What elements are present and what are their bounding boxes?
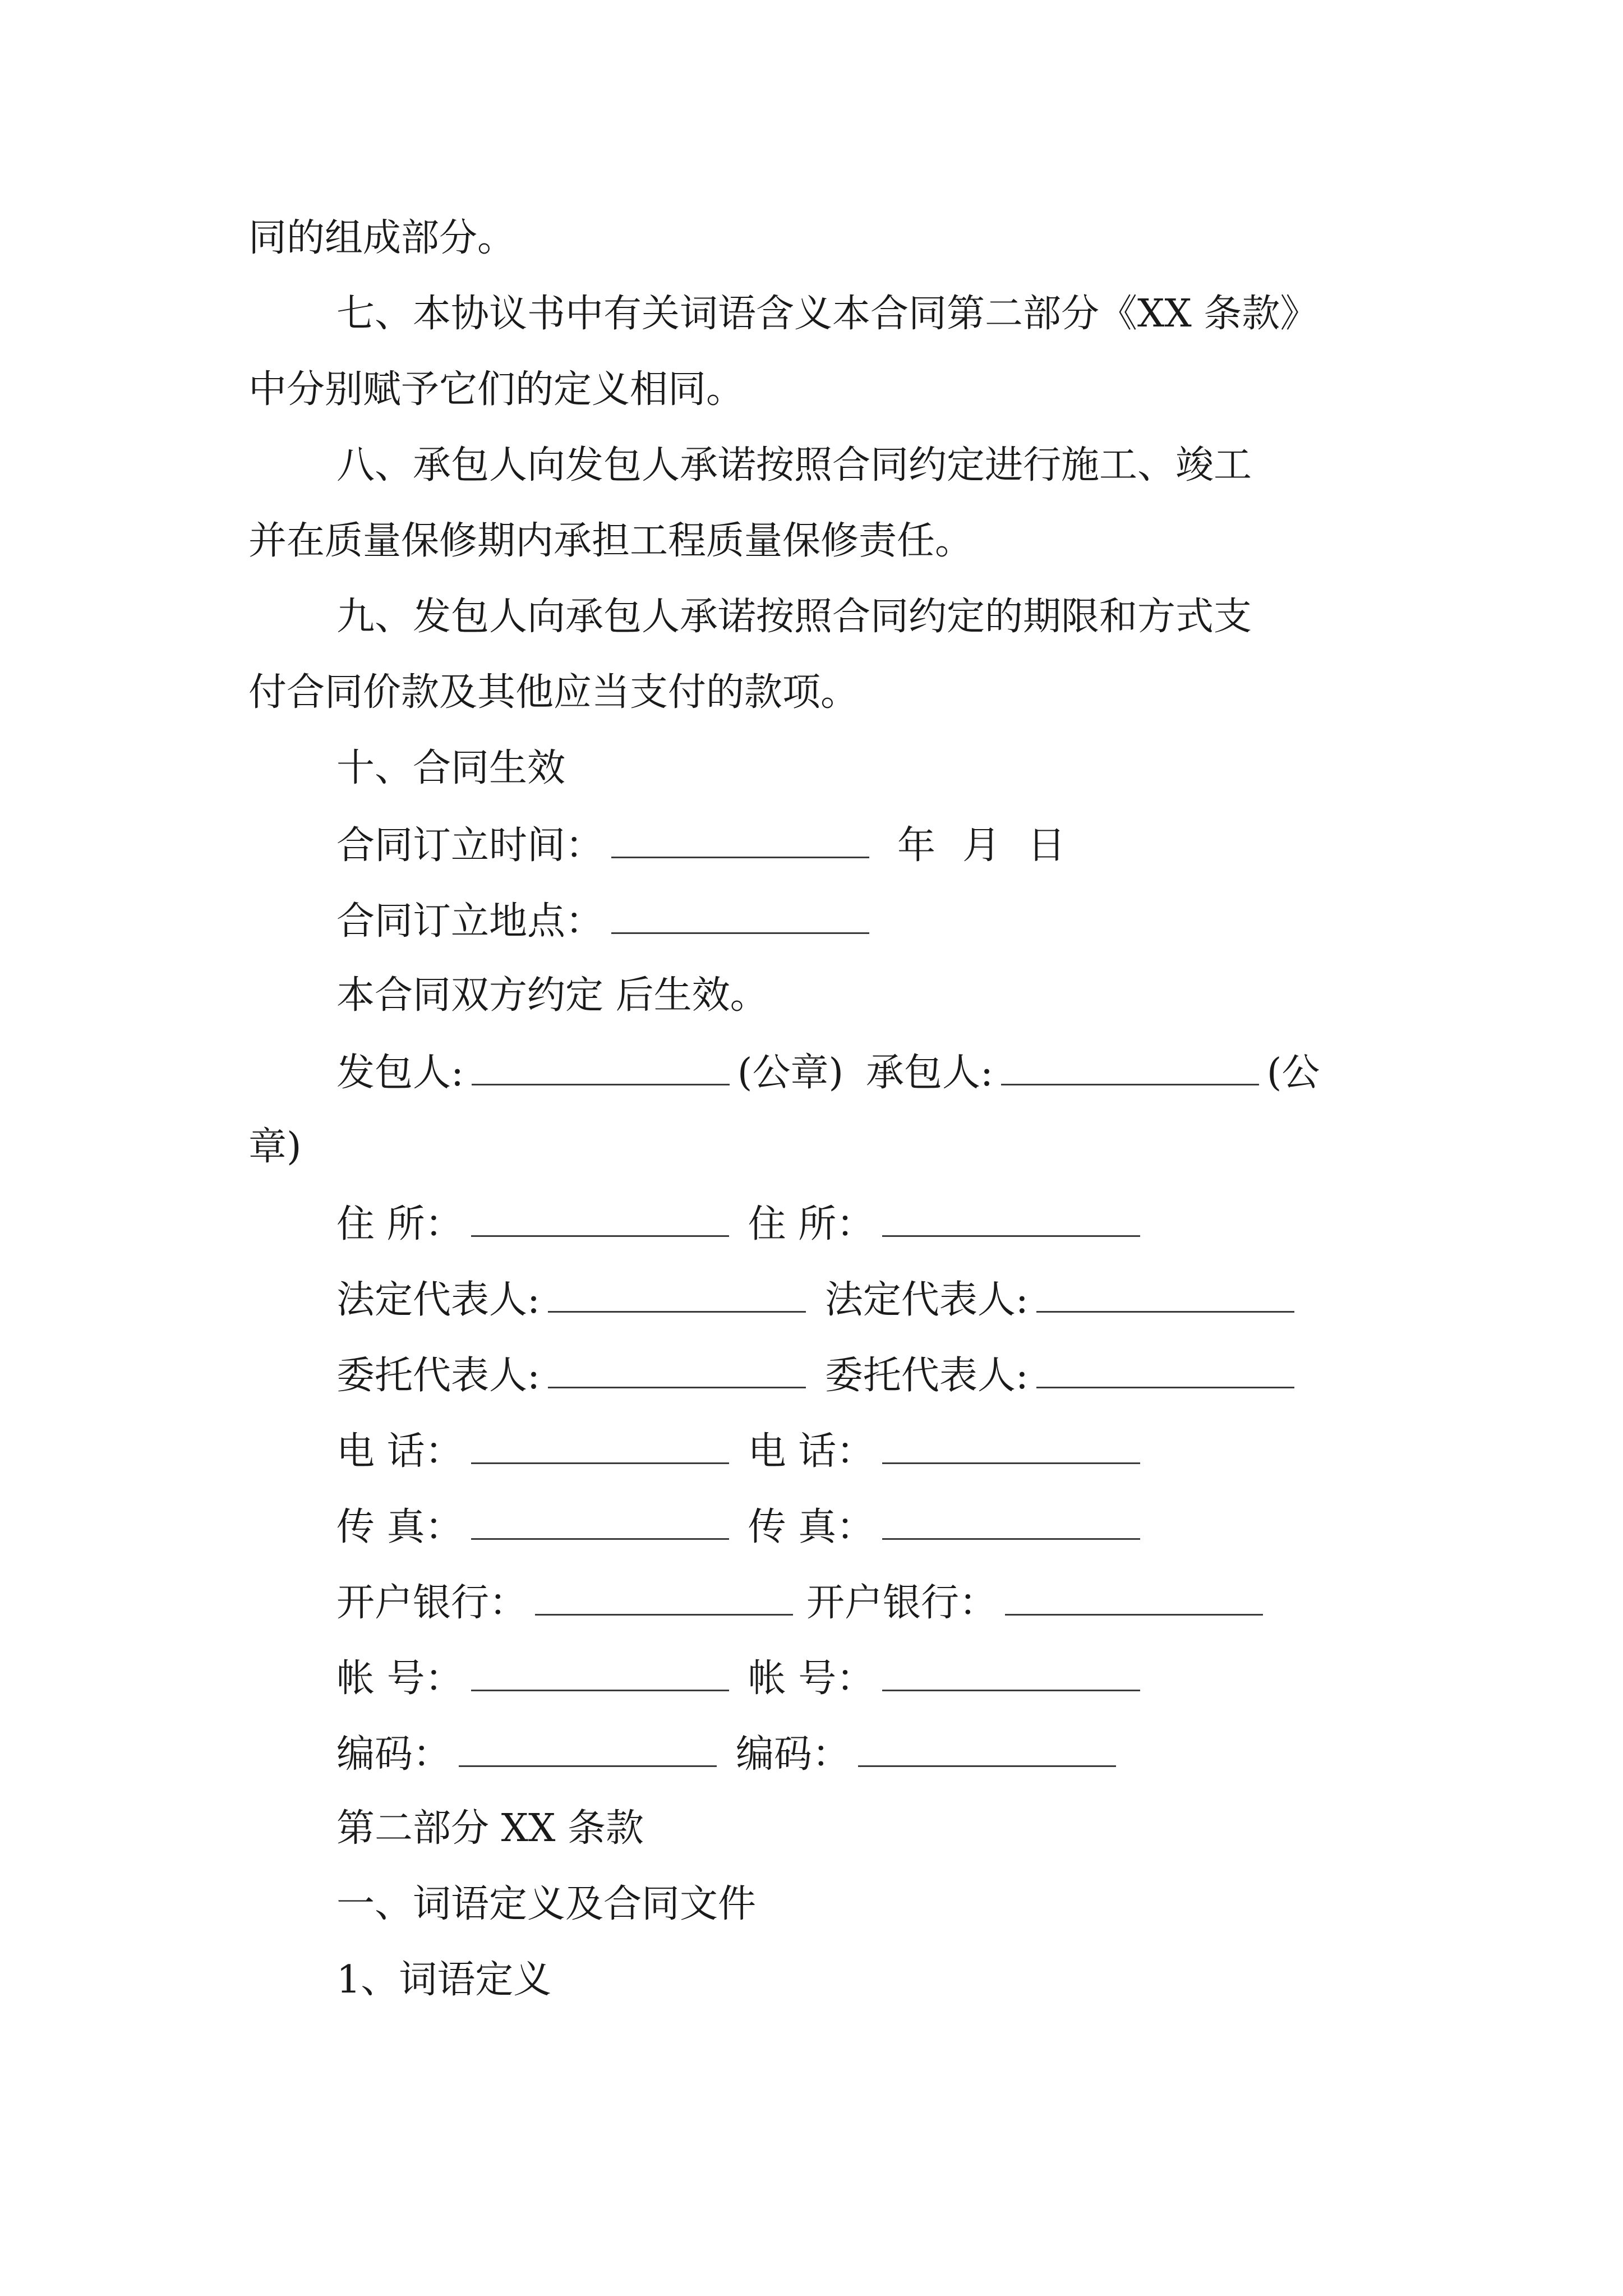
contractor-address-label: 住 所： bbox=[748, 1202, 875, 1246]
part-2-heading: 第二部分 XX 条款 bbox=[336, 1806, 644, 1851]
bank-row bbox=[336, 1579, 1271, 1624]
issuer-bank-label: 开户银行： bbox=[336, 1581, 528, 1625]
paragraph-9-line-2: 付合同价款及其他应当支付的款项。 bbox=[248, 670, 859, 715]
contractor-legal-rep-field[interactable] bbox=[1036, 1276, 1294, 1313]
issuer-address-label: 住 所： bbox=[336, 1202, 463, 1246]
paragraph-8-line-2: 并在质量保修期内承担工程质量保修责任。 bbox=[248, 519, 974, 563]
agent-rep-row bbox=[336, 1352, 1302, 1397]
issuer-agent-rep-label: 委托代表人: bbox=[336, 1354, 540, 1398]
issuer-legal-rep-label: 法定代表人: bbox=[336, 1278, 540, 1322]
contractor-bank-field[interactable] bbox=[1005, 1579, 1263, 1616]
month-label: 月 bbox=[962, 823, 1001, 868]
contractor-address-field[interactable] bbox=[882, 1200, 1140, 1237]
contractor-seal-start: (公 bbox=[1266, 1051, 1320, 1095]
account-row bbox=[336, 1655, 1148, 1700]
issuer-label: 发包人: bbox=[336, 1051, 464, 1095]
issuer-phone-label: 电 话： bbox=[336, 1429, 463, 1474]
signing-time-label: 合同订立时间： bbox=[336, 823, 604, 868]
contractor-account-field[interactable] bbox=[882, 1655, 1140, 1691]
issuer-legal-rep-field[interactable] bbox=[548, 1276, 806, 1313]
issuer-seal: (公章) bbox=[737, 1051, 843, 1095]
issuer-postcode-label: 编码： bbox=[336, 1732, 451, 1777]
day-label: 日 bbox=[1027, 823, 1066, 868]
contractor-phone-field[interactable] bbox=[882, 1428, 1140, 1464]
contractor-agent-rep-label: 委托代表人: bbox=[824, 1354, 1029, 1398]
paragraph-6-end: 同的组成部分。 bbox=[248, 216, 516, 260]
postcode-row bbox=[336, 1731, 1124, 1775]
issuer-bank-field[interactable] bbox=[535, 1579, 793, 1616]
year-label: 年 bbox=[897, 823, 936, 868]
issuer-account-field[interactable] bbox=[471, 1655, 729, 1691]
issuer-fax-field[interactable] bbox=[471, 1503, 729, 1540]
contractor-label: 承包人: bbox=[865, 1051, 993, 1095]
signing-place-row bbox=[336, 898, 877, 942]
issuer-address-field[interactable] bbox=[471, 1200, 729, 1237]
signing-place-label: 合同订立地点： bbox=[336, 899, 604, 944]
paragraph-9-line-1: 九、发包人向承包人承诺按照合同约定的期限和方式支 bbox=[336, 595, 1252, 639]
legal-rep-row bbox=[336, 1276, 1302, 1321]
signing-time-row bbox=[336, 822, 1066, 867]
phone-row bbox=[336, 1428, 1148, 1473]
agreement-line: 本合同双方约定 后生效。 bbox=[336, 973, 768, 1018]
contractor-agent-rep-field[interactable] bbox=[1036, 1352, 1294, 1388]
contractor-fax-field[interactable] bbox=[882, 1503, 1140, 1540]
issuer-fax-label: 传 真： bbox=[336, 1505, 463, 1549]
subsection-1-heading: 1、词语定义 bbox=[336, 1958, 552, 2002]
parties-row bbox=[336, 1049, 1320, 1094]
issuer-field[interactable] bbox=[472, 1049, 730, 1085]
signing-place-field[interactable] bbox=[611, 898, 869, 934]
issuer-postcode-field[interactable] bbox=[459, 1731, 717, 1767]
contractor-fax-label: 传 真： bbox=[748, 1505, 875, 1549]
contractor-phone-label: 电 话： bbox=[748, 1429, 875, 1474]
issuer-account-label: 帐 号： bbox=[336, 1657, 463, 1701]
section-10-heading: 十、合同生效 bbox=[336, 746, 566, 790]
contractor-seal-end: 章) bbox=[248, 1125, 302, 1169]
address-row bbox=[336, 1200, 1148, 1245]
issuer-phone-field[interactable] bbox=[471, 1428, 729, 1464]
contractor-account-label: 帐 号： bbox=[748, 1657, 875, 1701]
paragraph-7-line-2: 中分别赋予它们的定义相同。 bbox=[248, 367, 745, 412]
contractor-postcode-field[interactable] bbox=[858, 1731, 1116, 1767]
contractor-postcode-label: 编码： bbox=[736, 1732, 851, 1777]
issuer-agent-rep-field[interactable] bbox=[548, 1352, 806, 1388]
paragraph-8-line-1: 八、承包人向发包人承诺按照合同约定进行施工、竣工 bbox=[336, 443, 1252, 487]
fax-row bbox=[336, 1503, 1148, 1548]
section-1-heading: 一、词语定义及合同文件 bbox=[336, 1882, 757, 1926]
contractor-field[interactable] bbox=[1001, 1049, 1259, 1085]
signing-time-field[interactable] bbox=[611, 822, 869, 858]
paragraph-7-line-1: 七、本协议书中有关词语含义本合同第二部分《XX 条款》 bbox=[336, 292, 1318, 336]
contractor-bank-label: 开户银行： bbox=[806, 1581, 998, 1625]
contractor-legal-rep-label: 法定代表人: bbox=[824, 1278, 1029, 1322]
